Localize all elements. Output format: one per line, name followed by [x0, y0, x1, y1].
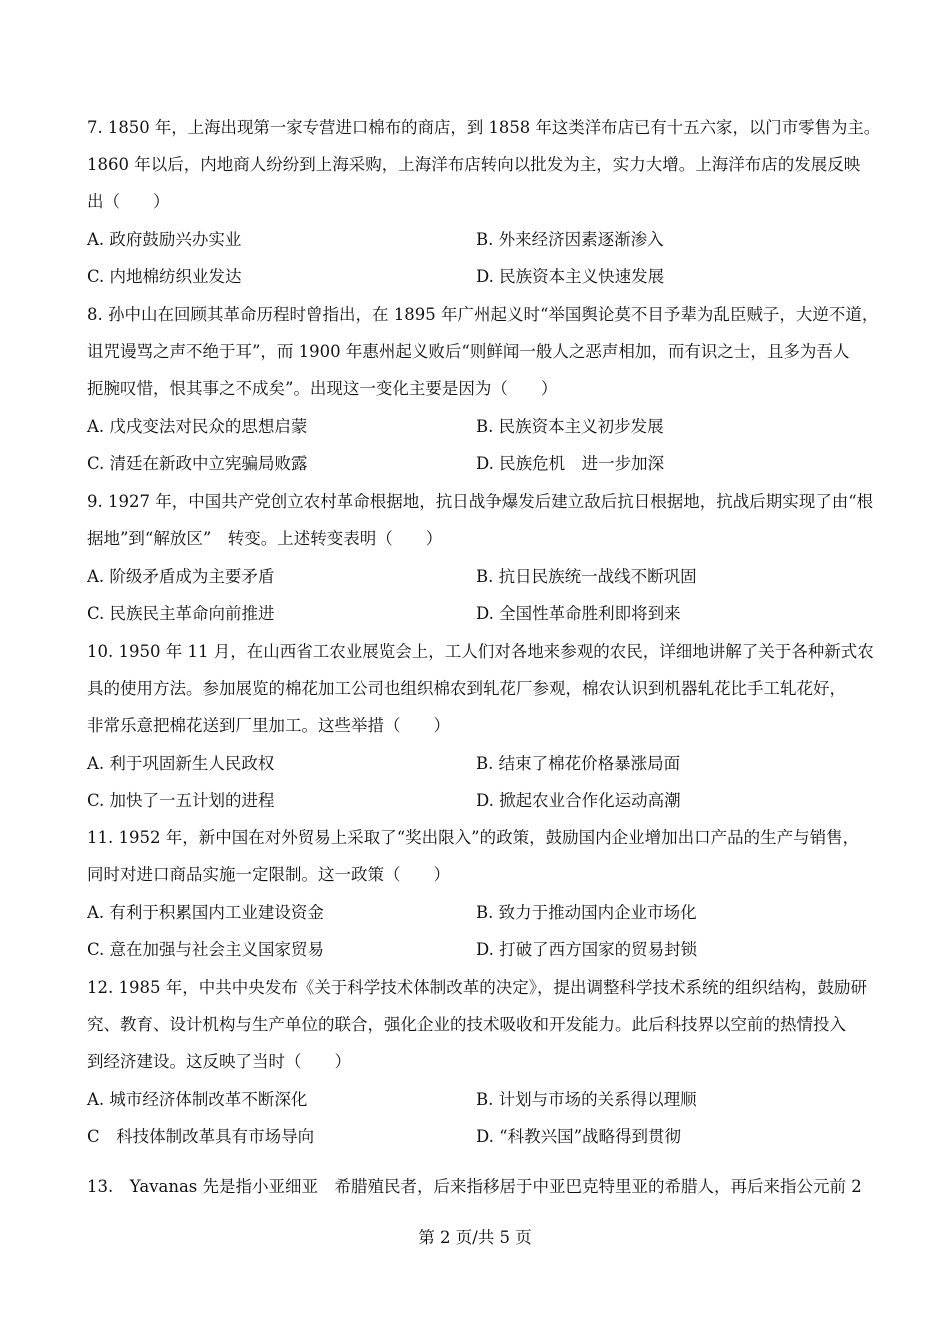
- q10-option-c: C. 加快了一五计划的进程: [87, 791, 275, 810]
- q7-option-a: A. 政府鼓励兴办实业: [87, 230, 242, 249]
- q11-stem-line-1: 11. 1952 年，新中国在对外贸易上采取了“奖出限入”的政策，鼓励国内企业增加出口产品的生产与销售，: [87, 828, 860, 847]
- q9-option-a: A. 阶级矛盾成为主要矛盾: [87, 567, 275, 586]
- page-number: 第 2 页/共 5 页: [418, 1228, 532, 1247]
- q8-stem-line-1: 8. 孙中山在回顾其革命历程时曾指出，在 1895 年广州起义时“举国舆论莫不目予辈为乱臣贼子，大逆不道，: [87, 305, 879, 324]
- q7-option-b: B. 外来经济因素逐渐渗入: [476, 230, 664, 249]
- q12-stem-line-1: 12. 1985 年，中共中央发布《关于科学技术体制改革的决定》，提出调整科学技术系统的组织结构，鼓励研: [87, 978, 867, 997]
- q11-option-b: B. 致力于推动国内企业市场化: [476, 903, 697, 922]
- q7-option-c: C. 内地棉纺织业发达: [87, 267, 242, 286]
- q10-stem-line-1: 10. 1950 年 11 月，在山西省工农业展览会上，工人们对各地来参观的农民，详细地讲解了关于各种新式农: [87, 642, 874, 661]
- q12-option-b: B. 计划与市场的关系得以理顺: [476, 1090, 697, 1109]
- q11-option-d: D. 打破了西方国家的贸易封锁: [476, 940, 698, 959]
- q9-option-d: D. 全国性革命胜利即将到来: [476, 604, 681, 623]
- q8-option-b: B. 民族资本主义初步发展: [476, 417, 664, 436]
- q7-stem-line-3: 出（ ）: [87, 192, 170, 211]
- q7-stem-line-2: 1860 年以后，内地商人纷纷到上海采购，上海洋布店转向以批发为主，实力大增。上海洋布店的发展反映: [87, 155, 861, 174]
- q12-option-a: A. 城市经济体制改革不断深化: [87, 1090, 308, 1109]
- q8-option-d: D. 民族危机 进一步加深: [476, 454, 665, 473]
- q8-option-a: A. 戊戌变法对民众的思想启蒙: [87, 417, 308, 436]
- q8-stem-line-2: 诅咒谩骂之声不绝于耳”，而 1900 年惠州起义败后“则鲜闻一般人之恶声相加，而有识之士，且多为吾人: [87, 342, 850, 361]
- q10-stem-line-2: 具的使用方法。参加展览的棉花加工公司也组织棉农到轧花厂参观，棉农认识到机器轧花比手工轧花好，: [87, 679, 846, 698]
- q10-stem-line-3: 非常乐意把棉花送到厂里加工。这些举措（ ）: [87, 716, 450, 735]
- q10-option-a: A. 利于巩固新生人民政权: [87, 754, 275, 773]
- q7-stem-line-1: 7. 1850 年，上海出现第一家专营进口棉布的商店，到 1858 年这类洋布店已有十五六家，以门市零售为主。: [87, 118, 881, 137]
- q8-stem-line-3: 扼腕叹惜，恨其事之不成矣”。出现这一变化主要是因为（ ）: [87, 379, 558, 398]
- q10-option-b: B. 结束了棉花价格暴涨局面: [476, 754, 681, 773]
- q12-stem-line-3: 到经济建设。这反映了当时（ ）: [87, 1052, 351, 1071]
- q11-option-c: C. 意在加强与社会主义国家贸易: [87, 940, 325, 959]
- q13-stem-line-1: 13. Yavanas 先是指小亚细亚 希腊殖民者，后来指移居于中亚巴克特里亚的希腊人，再后来指公元前 2: [87, 1177, 862, 1196]
- q10-option-d: D. 掀起农业合作化运动高潮: [476, 791, 681, 810]
- q8-option-c: C. 清廷在新政中立宪骗局败露: [87, 454, 308, 473]
- q12-option-d: D. “科教兴国”战略得到贯彻: [476, 1127, 682, 1146]
- q9-stem-line-1: 9. 1927 年，中国共产党创立农村革命根据地，抗日战争爆发后建立敌后抗日根据地，抗战后期实现了由“根: [87, 492, 874, 511]
- q9-option-b: B. 抗日民族统一战线不断巩固: [476, 567, 697, 586]
- q12-option-c: C 科技体制改革具有市场导向: [87, 1127, 315, 1146]
- q12-stem-line-2: 究、教育、设计机构与生产单位的联合，强化企业的技术吸收和开发能力。此后科技界以空前的热情投入: [87, 1015, 846, 1034]
- q7-option-d: D. 民族资本主义快速发展: [476, 267, 665, 286]
- q11-option-a: A. 有利于积累国内工业建设资金: [87, 903, 324, 922]
- q11-stem-line-2: 同时对进口商品实施一定限制。这一政策（ ）: [87, 865, 450, 884]
- q9-option-c: C. 民族民主革命向前推进: [87, 604, 275, 623]
- q9-stem-line-2: 据地”到“解放区” 转变。上述转变表明（ ）: [87, 529, 443, 548]
